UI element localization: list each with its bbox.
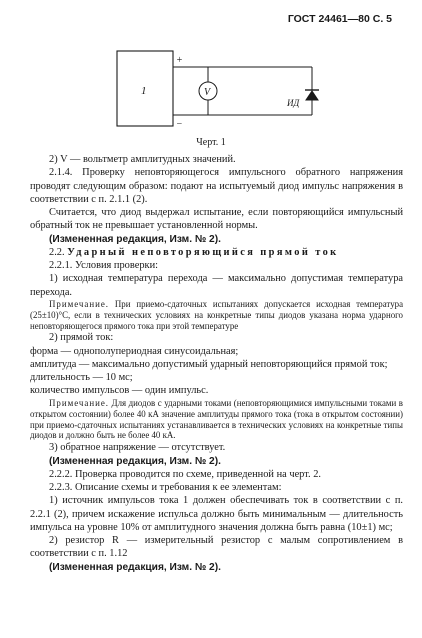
block-label: 1 — [141, 85, 147, 97]
amendment-3: (Измененная редакция, Изм. № 2). — [49, 561, 221, 573]
circuit-diagram — [0, 0, 422, 140]
diode-label: ИД — [287, 98, 300, 108]
note-2 — [30, 398, 403, 442]
p6: 2.2.1. Условия проверки: — [49, 260, 159, 271]
p8: 2) прямой ток: — [49, 332, 114, 344]
p18: 2) резистор R — измерительный резистор с малым сопротивлением в соответствии с п. 1.12 — [30, 535, 403, 560]
section-title — [30, 246, 403, 259]
note-2-head: Примечание. — [49, 397, 109, 408]
amendment-1: (Измененная редакция, Изм. № 2). — [49, 233, 221, 245]
top-terminal-label: + — [176, 55, 183, 66]
body-text — [30, 153, 403, 574]
p12: количество импульсов — один импульс. — [30, 385, 209, 397]
p17: 1) источник импульсов тока 1 должен обеспечивать ток в соответствии с п. 2.2.1 (2), причем искажение испульса должно быть минимальным — длительность импульса на уровне 10% от амплитудного значения должна быть равна (10±1) мс; — [30, 495, 403, 533]
bottom-terminal-label: − — [176, 119, 183, 130]
note-1 — [30, 299, 403, 332]
figure-caption: Черт. 1 — [196, 137, 226, 148]
section-number: 2.2. — [49, 246, 65, 258]
p15: 2.2.2. Проверка проводится по схеме, приведенной на черт. 2. — [49, 468, 321, 480]
p11: длительность — 10 мс; — [30, 372, 133, 384]
p7: 1) исходная температура перехода — максимально допустимая температура перехода. — [30, 273, 403, 298]
section-title-text: Ударный неповторяющийся прямой ток — [67, 246, 339, 258]
page-header: ГОСТ 24461—80 С. 5 — [287, 13, 392, 25]
p9: форма — однополупериодная синусоидальная; — [30, 345, 239, 357]
diode-symbol — [306, 91, 318, 100]
p16: 2.2.3. Описание схемы и требования к ее элементам: — [49, 482, 282, 494]
note-1-head: Примечание. — [49, 298, 109, 309]
note-1-body: При приемо-сдаточных испытаниях допускается исходная температура (25±10)°С, если в технических условиях на конкретные типы диодов указана норма ударного неповторяющегося прямого тока при этой температуре — [30, 298, 404, 331]
p2: 2.1.4. Проверку неповторяющегося импульсного обратного напряжения проводят следующим образом: подают на испытуемый диод импульс напряжения в соответствии с п. 2.1.1 (2). — [30, 167, 403, 205]
p3: Считается, что диод выдержал испытание, если повторяющийся импульсный обратный ток не превышает установленной нормы. — [30, 207, 403, 232]
p10: амплитуда — максимально допустимый ударный неповторяющийся прямой ток; — [30, 358, 388, 370]
p1: 2) V — вольтметр амплитудных значений. — [49, 154, 236, 165]
note-2-body: Для диодов с ударными токами (неповторяющимися импульсными токами в открытом состоянии) более 40 кА значение амплитуды прямого тока (тока в открытом состоянии) при приемо-сдаточных испытаниях устанавливается в технических условиях на конкретные типы диодов и должно быть не более 40 кА. — [30, 397, 403, 441]
amendment-2: (Измененная редакция, Изм. № 2). — [49, 455, 221, 467]
voltmeter-label: V — [204, 87, 211, 98]
p13: 3) обратное напряжение — отсутствует. — [49, 442, 226, 454]
